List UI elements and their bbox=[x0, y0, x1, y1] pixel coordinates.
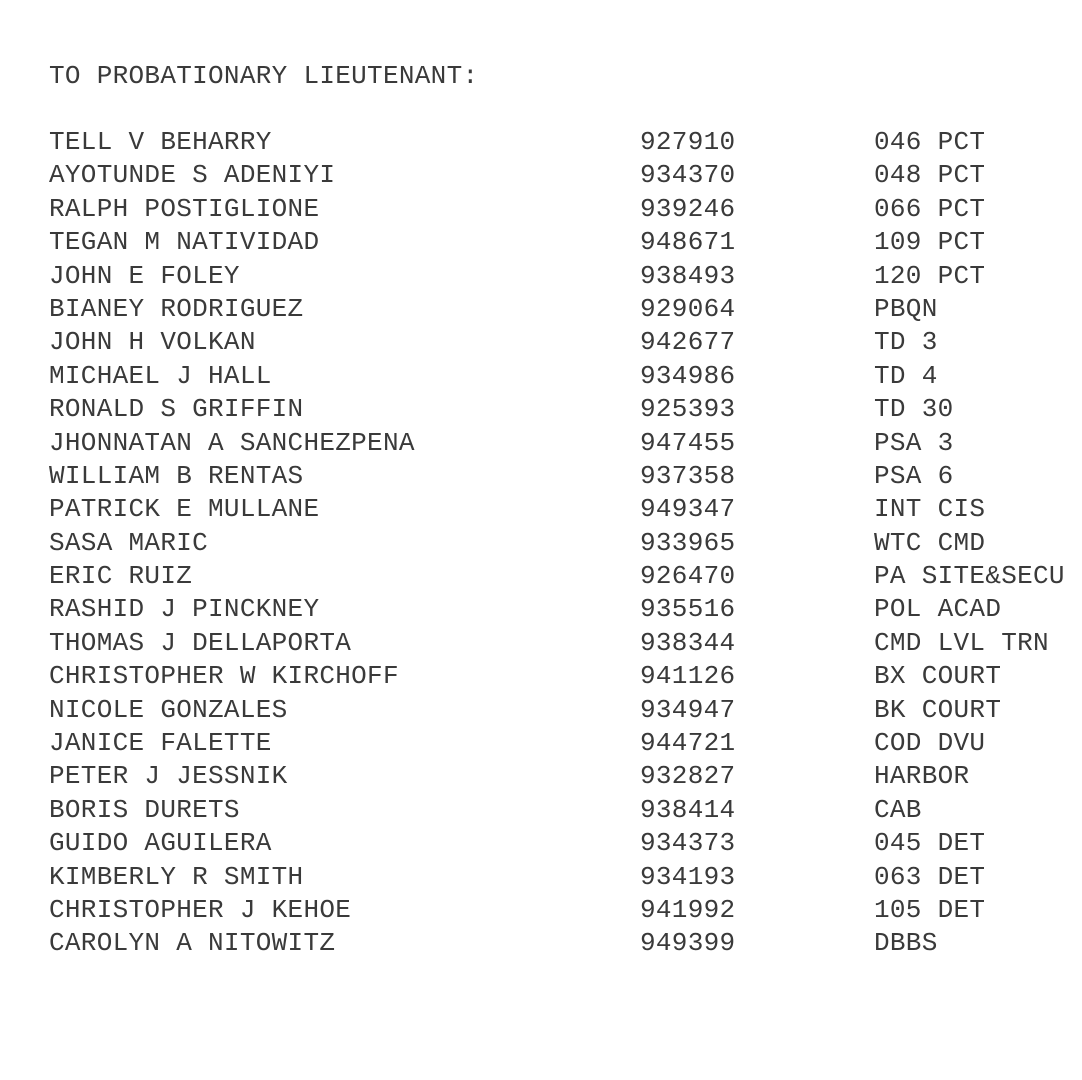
tax-id: 934193 bbox=[640, 861, 736, 892]
roster-row bbox=[0, 260, 1082, 293]
member-name: RONALD S GRIFFIN bbox=[49, 394, 304, 425]
tax-id: 929064 bbox=[640, 293, 736, 324]
tax-id: 935516 bbox=[640, 594, 736, 625]
command-assignment: DBBS bbox=[874, 928, 938, 959]
roster-row bbox=[0, 760, 1082, 793]
roster-row bbox=[0, 293, 1082, 326]
command-assignment: HARBOR bbox=[874, 761, 970, 792]
roster-row bbox=[0, 326, 1082, 359]
command-assignment: 048 PCT bbox=[874, 160, 986, 191]
command-assignment: CMD LVL TRN bbox=[874, 627, 1049, 658]
roster-row bbox=[0, 226, 1082, 259]
member-name: PATRICK E MULLANE bbox=[49, 494, 320, 525]
command-assignment: BX COURT bbox=[874, 661, 1002, 692]
command-assignment: PBQN bbox=[874, 293, 938, 324]
roster-row bbox=[0, 560, 1082, 593]
tax-id: 948671 bbox=[640, 227, 736, 258]
member-name: PETER J JESSNIK bbox=[49, 761, 288, 792]
roster-row bbox=[0, 360, 1082, 393]
tax-id: 938344 bbox=[640, 627, 736, 658]
member-name: RALPH POSTIGLIONE bbox=[49, 193, 320, 224]
tax-id: 941992 bbox=[640, 894, 736, 925]
roster-row bbox=[0, 627, 1082, 660]
command-assignment: PA SITE&SECU bbox=[874, 561, 1065, 592]
member-name: NICOLE GONZALES bbox=[49, 694, 288, 725]
tax-id: 937358 bbox=[640, 460, 736, 491]
member-name: BORIS DURETS bbox=[49, 794, 240, 825]
roster-row bbox=[0, 159, 1082, 192]
command-assignment: 066 PCT bbox=[874, 193, 986, 224]
command-assignment: BK COURT bbox=[874, 694, 1002, 725]
member-name: TEGAN M NATIVIDAD bbox=[49, 227, 320, 258]
tax-id: 947455 bbox=[640, 427, 736, 458]
tax-id: 939246 bbox=[640, 193, 736, 224]
section-heading: TO PROBATIONARY LIEUTENANT: bbox=[49, 61, 479, 91]
member-name: JOHN H VOLKAN bbox=[49, 327, 256, 358]
command-assignment: 046 PCT bbox=[874, 127, 986, 157]
tax-id: 927910 bbox=[640, 127, 736, 157]
member-name: GUIDO AGUILERA bbox=[49, 828, 272, 859]
command-assignment: 045 DET bbox=[874, 828, 986, 859]
command-assignment: CAB bbox=[874, 794, 922, 825]
member-name: JANICE FALETTE bbox=[49, 728, 272, 759]
member-name: JHONNATAN A SANCHEZPENA bbox=[49, 427, 415, 458]
command-assignment: PSA 6 bbox=[874, 460, 954, 491]
member-name: BIANEY RODRIGUEZ bbox=[49, 293, 304, 324]
tax-id: 933965 bbox=[640, 527, 736, 558]
roster-row bbox=[0, 861, 1082, 894]
member-name: CAROLYN A NITOWITZ bbox=[49, 928, 336, 959]
command-assignment: 120 PCT bbox=[874, 260, 986, 291]
command-assignment: INT CIS bbox=[874, 494, 986, 525]
command-assignment: WTC CMD bbox=[874, 527, 986, 558]
roster-row bbox=[0, 927, 1082, 960]
roster-row bbox=[0, 460, 1082, 493]
member-name: JOHN E FOLEY bbox=[49, 260, 240, 291]
roster-row bbox=[0, 193, 1082, 226]
member-name: CHRISTOPHER W KIRCHOFF bbox=[49, 661, 399, 692]
tax-id: 938414 bbox=[640, 794, 736, 825]
command-assignment: 105 DET bbox=[874, 894, 986, 925]
roster-row bbox=[0, 393, 1082, 426]
tax-id: 934947 bbox=[640, 694, 736, 725]
roster-row bbox=[0, 694, 1082, 727]
command-assignment: COD DVU bbox=[874, 728, 986, 759]
roster-row bbox=[0, 527, 1082, 560]
command-assignment: 109 PCT bbox=[874, 227, 986, 258]
tax-id: 944721 bbox=[640, 728, 736, 759]
command-assignment: TD 30 bbox=[874, 394, 954, 425]
member-name: WILLIAM B RENTAS bbox=[49, 460, 304, 491]
tax-id: 941126 bbox=[640, 661, 736, 692]
tax-id: 932827 bbox=[640, 761, 736, 792]
roster-row bbox=[0, 126, 1082, 159]
roster-row bbox=[0, 427, 1082, 460]
tax-id: 926470 bbox=[640, 561, 736, 592]
tax-id: 949347 bbox=[640, 494, 736, 525]
tax-id: 938493 bbox=[640, 260, 736, 291]
roster-row bbox=[0, 827, 1082, 860]
command-assignment: PSA 3 bbox=[874, 427, 954, 458]
member-name: ERIC RUIZ bbox=[49, 561, 193, 592]
tax-id: 942677 bbox=[640, 327, 736, 358]
member-name: KIMBERLY R SMITH bbox=[49, 861, 304, 892]
promotion-roster bbox=[0, 126, 1082, 961]
member-name: RASHID J PINCKNEY bbox=[49, 594, 320, 625]
command-assignment: 063 DET bbox=[874, 861, 986, 892]
tax-id: 925393 bbox=[640, 394, 736, 425]
command-assignment: TD 4 bbox=[874, 360, 938, 391]
roster-row bbox=[0, 660, 1082, 693]
roster-row bbox=[0, 493, 1082, 526]
member-name: THOMAS J DELLAPORTA bbox=[49, 627, 352, 658]
roster-row bbox=[0, 593, 1082, 626]
command-assignment: TD 3 bbox=[874, 327, 938, 358]
tax-id: 934373 bbox=[640, 828, 736, 859]
command-assignment: POL ACAD bbox=[874, 594, 1002, 625]
roster-row bbox=[0, 794, 1082, 827]
tax-id: 934370 bbox=[640, 160, 736, 191]
tax-id: 949399 bbox=[640, 928, 736, 959]
member-name: TELL V BEHARRY bbox=[49, 127, 272, 157]
member-name: MICHAEL J HALL bbox=[49, 360, 272, 391]
member-name: CHRISTOPHER J KEHOE bbox=[49, 894, 352, 925]
member-name: SASA MARIC bbox=[49, 527, 209, 558]
roster-row bbox=[0, 894, 1082, 927]
tax-id: 934986 bbox=[640, 360, 736, 391]
member-name: AYOTUNDE S ADENIYI bbox=[49, 160, 336, 191]
roster-row bbox=[0, 727, 1082, 760]
